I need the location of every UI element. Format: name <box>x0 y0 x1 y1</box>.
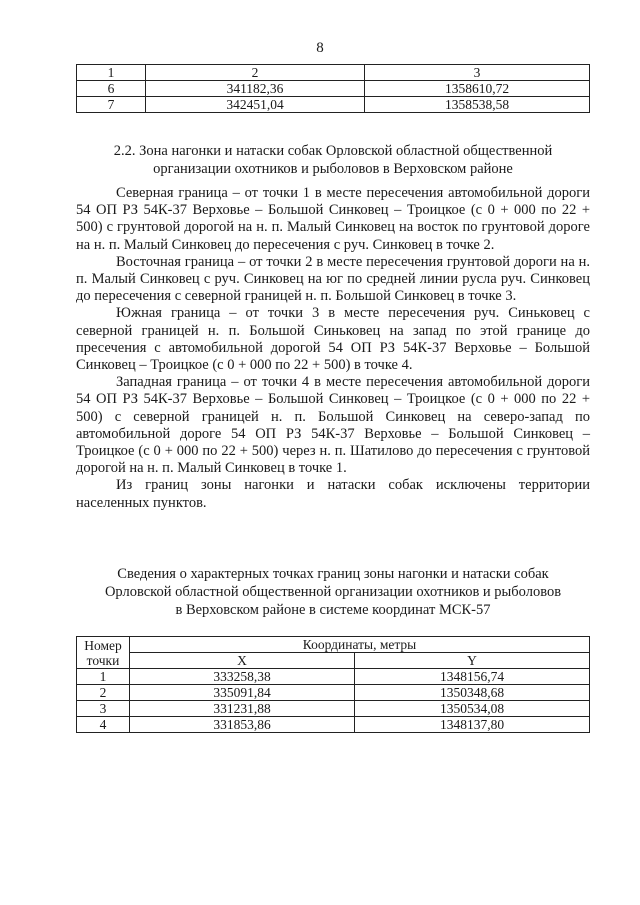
y-coordinate-cell: 1348137,80 <box>355 717 590 733</box>
point-number-cell: 7 <box>77 97 146 113</box>
section-heading <box>76 142 590 178</box>
point-number-cell: 4 <box>77 717 130 733</box>
y-coordinate-cell: 1348156,74 <box>355 669 590 685</box>
table-header-row <box>77 637 590 653</box>
point-number-cell: 2 <box>77 685 130 701</box>
point-number-header <box>77 637 130 669</box>
section-heading-line: организации охотников и рыболовов в Верховском районе <box>153 161 513 177</box>
coordinates-table <box>76 636 590 733</box>
point-number-cell: 3 <box>77 701 130 717</box>
point-number-cell: 1 <box>77 669 130 685</box>
coordinates-header: Координаты, метры <box>130 637 590 653</box>
east-boundary-paragraph: Восточная граница – от точки 2 в месте пересечения грунтовой дороги на н. п. Малый Синковец с руч. Синковец на юг по средней линии русла руч. Синковец до пересечения с северной границей н. п. Большой Синковец в точке 3. <box>76 253 590 305</box>
table-header-cell: 2 <box>146 65 365 81</box>
table-row <box>77 81 590 97</box>
table-row <box>77 701 590 717</box>
header-line: точки <box>86 652 120 668</box>
header-line: Номер <box>84 637 122 653</box>
table-header-cell: 3 <box>365 65 590 81</box>
section-heading-line: 2.2. Зона нагонки и натаски собак Орловской областной общественной <box>113 143 553 159</box>
y-coordinate-cell: 1358610,72 <box>365 81 590 97</box>
x-header: X <box>130 653 355 669</box>
table-header-cell: 1 <box>77 65 146 81</box>
coordinates-table-title <box>76 565 590 619</box>
y-coordinate-cell: 1350348,68 <box>355 685 590 701</box>
boundary-description <box>76 185 590 512</box>
title-line: Сведения о характерных точках границ зоны нагонки и натаски собак <box>117 566 549 582</box>
west-boundary-paragraph: Западная граница – от точки 4 в месте пересечения автомобильной дороги 54 ОП РЗ 54К-37 Верховье – Большой Синковец – Троицкое (с 0 + 000 по 22 + 500) с северной границей н. п. Большой Синковец на северо-запад по автомобильной дороге 54 ОП РЗ 54К-37 Верховье – Большой Синковец – Троицкое (с 0 + 000 по 22 + 500) через н. п. Шатилово до пересечения с грунтовой дорогой на н. п. Малый Синковец в точке 1. <box>76 374 590 477</box>
south-boundary-paragraph: Южная граница – от точки 3 в месте пересечения руч. Синьковец с северной границей н. п. Большой Синьковец на запад по этой границе до пресечения с автомобильной дорогой 54 ОП РЗ 54К-37 Верховье – Большой Синковец – Троицкое (с 0 + 000 по 22 + 500) в точке 4. <box>76 305 590 374</box>
exclusion-paragraph: Из границ зоны нагонки и натаски собак исключены территории населенных пунктов. <box>76 477 590 511</box>
y-header: Y <box>355 653 590 669</box>
table-row <box>77 97 590 113</box>
y-coordinate-cell: 1358538,58 <box>365 97 590 113</box>
table-row <box>77 685 590 701</box>
continued-coordinates-table <box>76 64 590 113</box>
page-number: 8 <box>316 40 324 56</box>
title-line: Орловской областной общественной организации охотников и рыболовов <box>104 584 562 600</box>
x-coordinate-cell: 342451,04 <box>146 97 365 113</box>
point-number-cell: 6 <box>77 81 146 97</box>
table-row <box>77 717 590 733</box>
x-coordinate-cell: 335091,84 <box>130 685 355 701</box>
table-header-row <box>77 65 590 81</box>
x-coordinate-cell: 341182,36 <box>146 81 365 97</box>
table-row <box>77 669 590 685</box>
title-line: в Верховском районе в системе координат МСК-57 <box>175 602 491 618</box>
north-boundary-paragraph: Северная граница – от точки 1 в месте пересечения автомобильной дороги 54 ОП РЗ 54К-37 Верховье – Большой Синковец – Троицкое (с 0 + 000 по 22 + 500) с грунтовой дорогой на н. п. Малый Синковец на восток по грунтовой дороге на н. п. Малый Синковец до пересечения с руч. Синковец в точке 2. <box>76 185 590 253</box>
x-coordinate-cell: 333258,38 <box>130 669 355 685</box>
x-coordinate-cell: 331853,86 <box>130 717 355 733</box>
y-coordinate-cell: 1350534,08 <box>355 701 590 717</box>
x-coordinate-cell: 331231,88 <box>130 701 355 717</box>
table-header-row <box>77 653 590 669</box>
